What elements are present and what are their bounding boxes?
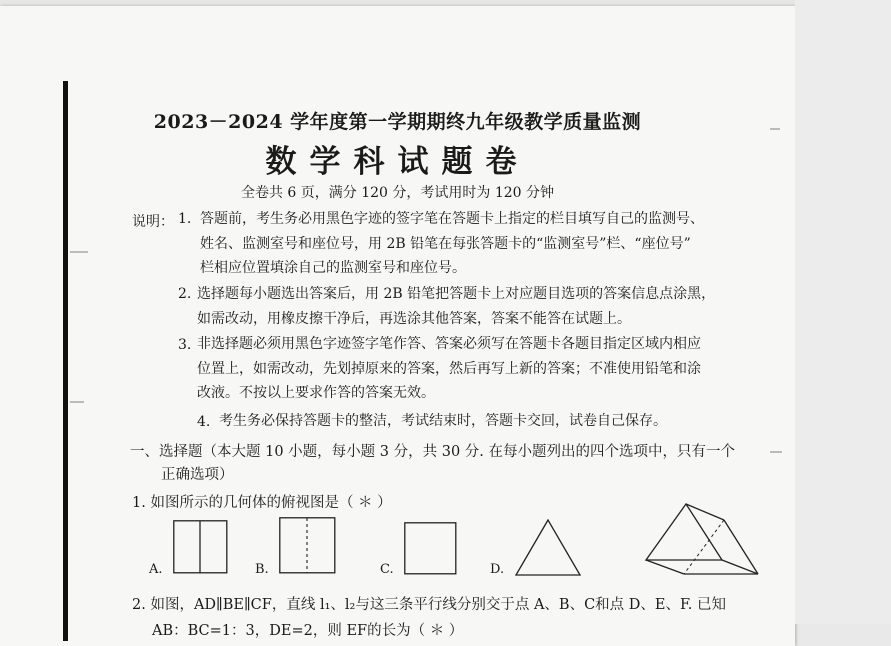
instructions-label: 说明： bbox=[132, 214, 174, 230]
scan-mark bbox=[70, 401, 84, 403]
solid-prism-figure bbox=[640, 500, 765, 578]
instruction-line: 答题前，考生务必用黑色字迹的签字笔在答题卡上指定的栏目填写自己的监测号、 bbox=[200, 211, 704, 227]
question-1: 1. 如图所示的几何体的俯视图是（ ＊ ） bbox=[132, 495, 392, 511]
instruction-line: 如需改动，用橡皮擦干净后，再选涂其他答案，答案不能答在试题上。 bbox=[197, 310, 631, 327]
question-2-cont: AB：BC=1：3，DE=2，则 EF的长为（ ＊ ） bbox=[152, 623, 464, 639]
instruction-line: 位置上，如需改动，先划掉原来的答案，然后再写上新的答案；不准使用铅笔和涂 bbox=[197, 360, 701, 377]
exam-subject-title: 数学科试题卷 bbox=[265, 144, 530, 180]
option-c-label: C. bbox=[380, 562, 394, 577]
instruction-line: 非选择题必须用黑色字迹签字笔作答、答案必须写在答题卡各题目指定区域内相应 bbox=[197, 336, 701, 352]
section-heading: 一、选择题（本大题 10 小题，每小题 3 分，共 30 分. 在每小题列出的四个选项中，只有一个 bbox=[130, 444, 735, 460]
exam-title: 2023－2024 学年度第一学期期终九年级教学质量监测 bbox=[153, 111, 642, 133]
option-c-figure bbox=[404, 522, 458, 576]
instruction-number: 2. bbox=[178, 286, 192, 302]
instruction-line: 改液。不按以上要求作答的答案无效。 bbox=[197, 385, 435, 401]
instruction-line: 姓名、监测室号和座位号，用 2B 铅笔在每张答题卡的“监测室号”栏、“座位号” bbox=[200, 235, 691, 252]
scanned-page bbox=[0, 6, 795, 646]
instruction-line: 栏相应位置填涂自己的监测室号和座位号。 bbox=[200, 260, 466, 276]
viewer-background-right bbox=[795, 0, 891, 624]
option-b-figure bbox=[279, 517, 337, 575]
instruction-line: 考生务必保持答题卡的整洁，考试结束时，答题卡交回，试卷自己保存。 bbox=[219, 413, 667, 429]
option-b-label: B. bbox=[255, 562, 269, 577]
option-a-label: A. bbox=[149, 562, 163, 577]
scan-mark bbox=[70, 251, 88, 253]
question-2: 2. 如图，AD∥BE∥CF，直线 l₁、l₂与这三条平行线分别交于点 A、B、C和点 D、E、F. 已知 bbox=[132, 597, 727, 613]
instruction-line: 选择题每小题选出答案后，用 2B 铅笔把答题卡上对应题目选项的答案信息点涂黑， bbox=[197, 286, 716, 302]
section-heading-cont: 正确选项） bbox=[161, 467, 234, 483]
instruction-number: 1. bbox=[178, 211, 192, 227]
option-d-label: D. bbox=[490, 562, 505, 577]
instruction-number: 4. bbox=[197, 414, 211, 430]
scan-mark bbox=[770, 451, 782, 453]
instruction-item-4 bbox=[219, 409, 667, 434]
option-a-figure bbox=[173, 520, 229, 576]
exam-meta: 全卷共 6 页，满分 120 分，考试用时为 120 分钟 bbox=[240, 185, 555, 201]
option-d-figure bbox=[514, 518, 584, 578]
instruction-item-2 bbox=[197, 282, 715, 331]
instruction-number: 3. bbox=[178, 337, 192, 353]
instruction-item-3 bbox=[197, 332, 701, 406]
instruction-item-1 bbox=[200, 207, 704, 281]
